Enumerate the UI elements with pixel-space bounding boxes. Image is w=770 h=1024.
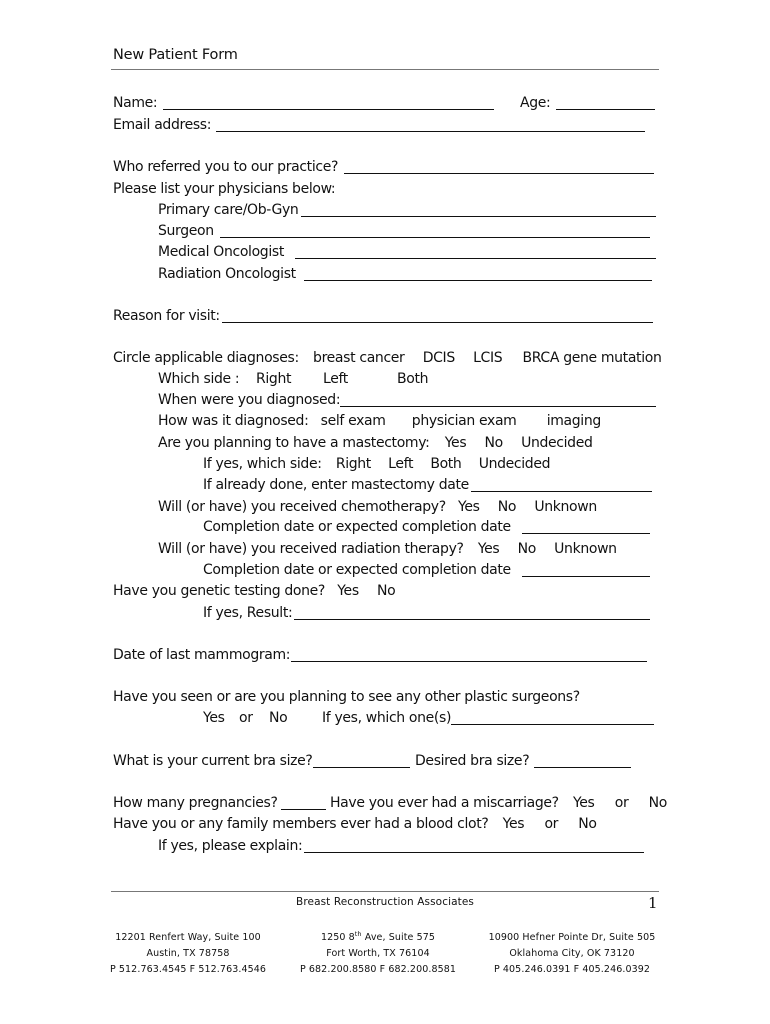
practice-name: Breast Reconstruction Associates bbox=[296, 896, 474, 908]
genetic-option-yes[interactable]: Yes bbox=[337, 583, 359, 599]
chemo-date-field[interactable] bbox=[522, 533, 650, 534]
medical-oncologist-field[interactable] bbox=[295, 258, 656, 259]
name-label: Name: bbox=[113, 95, 158, 111]
chemo-row bbox=[158, 498, 597, 516]
how-option-imaging[interactable]: imaging bbox=[546, 413, 601, 429]
radiation-oncologist-label: Radiation Oncologist bbox=[158, 266, 296, 282]
bra-current-label: What is your current bra size? bbox=[113, 753, 313, 769]
diagnosis-option-lcis[interactable]: LCIS bbox=[473, 350, 503, 366]
radiation-option-unknown[interactable]: Unknown bbox=[554, 541, 617, 557]
bra-current-field[interactable] bbox=[313, 767, 410, 768]
mastectomy-side-label: If yes, which side: bbox=[203, 456, 322, 472]
blood-clot-option-no[interactable]: No bbox=[578, 816, 597, 832]
when-diagnosed-field[interactable] bbox=[340, 406, 656, 407]
radiation-label: Will (or have) you received radiation therapy? bbox=[158, 541, 464, 557]
diagnoses-label: Circle applicable diagnoses: bbox=[113, 350, 299, 366]
genetic-row bbox=[113, 582, 395, 600]
mammogram-field[interactable] bbox=[291, 661, 647, 662]
miscarriage-row bbox=[330, 794, 667, 812]
mastectomy-side-left[interactable]: Left bbox=[388, 456, 414, 472]
page-number: 1 bbox=[648, 894, 658, 912]
side-option-both[interactable]: Both bbox=[397, 371, 429, 387]
mastectomy-label: Are you planning to have a mastectomy: bbox=[158, 435, 430, 451]
mastectomy-option-yes[interactable]: Yes bbox=[444, 435, 467, 451]
bra-desired-label: Desired bra size? bbox=[415, 753, 530, 769]
plastic-option-yes[interactable]: Yes bbox=[203, 710, 225, 726]
office-street: 10900 Hefner Pointe Dr, Suite 505 bbox=[488, 932, 656, 943]
radiation-option-yes[interactable]: Yes bbox=[477, 541, 500, 557]
genetic-result-label: If yes, Result: bbox=[203, 605, 293, 621]
office-city: Austin, TX 78758 bbox=[146, 948, 230, 959]
genetic-option-no[interactable]: No bbox=[377, 583, 396, 599]
genetic-label: Have you genetic testing done? bbox=[113, 583, 325, 599]
mastectomy-option-no[interactable]: No bbox=[484, 435, 503, 451]
diagnosis-option-dcis[interactable]: DCIS bbox=[422, 350, 455, 366]
reason-label: Reason for visit: bbox=[113, 308, 220, 324]
mastectomy-side-undecided[interactable]: Undecided bbox=[478, 456, 551, 472]
mastectomy-date-label: If already done, enter mastectomy date bbox=[203, 477, 469, 493]
chemo-option-unknown[interactable]: Unknown bbox=[534, 499, 597, 515]
office-street: 12201 Renfert Way, Suite 100 bbox=[115, 932, 261, 943]
office-fort-worth bbox=[298, 930, 458, 978]
email-label: Email address: bbox=[113, 117, 212, 133]
physicians-label: Please list your physicians below: bbox=[113, 181, 336, 197]
miscarriage-label: Have you ever had a miscarriage? bbox=[330, 795, 559, 811]
referred-label: Who referred you to our practice? bbox=[113, 159, 339, 175]
mammogram-label: Date of last mammogram: bbox=[113, 647, 291, 663]
chemo-option-no[interactable]: No bbox=[497, 499, 517, 515]
side-option-right[interactable]: Right bbox=[256, 371, 292, 387]
diagnosis-option-brca[interactable]: BRCA gene mutation bbox=[522, 350, 662, 366]
pregnancies-field[interactable] bbox=[281, 809, 326, 810]
side-option-left[interactable]: Left bbox=[323, 371, 348, 387]
office-city: Fort Worth, TX 76104 bbox=[326, 948, 430, 959]
footer-divider bbox=[111, 891, 659, 892]
referred-field[interactable] bbox=[344, 173, 654, 174]
office-phones: P 682.200.8580 F 682.200.8581 bbox=[299, 964, 457, 975]
age-label: Age: bbox=[520, 95, 551, 111]
miscarriage-option-or: or bbox=[614, 795, 629, 811]
mastectomy-date-field[interactable] bbox=[471, 491, 652, 492]
office-oklahoma-city bbox=[484, 930, 660, 978]
primary-care-label: Primary care/Ob-Gyn bbox=[158, 202, 299, 218]
radiation-option-no[interactable]: No bbox=[517, 541, 536, 557]
mastectomy-row bbox=[158, 434, 593, 452]
title-divider bbox=[111, 69, 659, 70]
miscarriage-option-yes[interactable]: Yes bbox=[572, 795, 595, 811]
radiation-date-field[interactable] bbox=[522, 576, 650, 577]
form-title: New Patient Form bbox=[113, 47, 238, 63]
medical-oncologist-label: Medical Oncologist bbox=[158, 244, 284, 260]
office-street: 1250 8th Ave, Suite 575 bbox=[320, 929, 436, 943]
chemo-option-yes[interactable]: Yes bbox=[458, 499, 480, 515]
explain-field[interactable] bbox=[304, 852, 644, 853]
email-field[interactable] bbox=[216, 131, 645, 132]
blood-clot-row bbox=[113, 815, 597, 833]
office-city: Oklahoma City, OK 73120 bbox=[509, 948, 635, 959]
blood-clot-label: Have you or any family members ever had a blood clot? bbox=[113, 816, 489, 832]
chemo-label: Will (or have) you received chemotherapy? bbox=[158, 499, 446, 515]
radiation-date-label: Completion date or expected completion date bbox=[203, 562, 511, 578]
age-field[interactable] bbox=[556, 109, 655, 110]
reason-field[interactable] bbox=[222, 322, 653, 323]
plastic-option-no[interactable]: No bbox=[269, 710, 288, 726]
mastectomy-side-both[interactable]: Both bbox=[430, 456, 462, 472]
miscarriage-option-no[interactable]: No bbox=[648, 795, 667, 811]
surgeon-field[interactable] bbox=[220, 237, 650, 238]
blood-clot-option-yes[interactable]: Yes bbox=[502, 816, 525, 832]
office-austin bbox=[108, 930, 268, 978]
plastic-which-field[interactable] bbox=[451, 724, 654, 725]
how-option-physician-exam[interactable]: physician exam bbox=[411, 413, 517, 429]
mastectomy-option-undecided[interactable]: Undecided bbox=[521, 435, 593, 451]
radiation-oncologist-field[interactable] bbox=[304, 280, 652, 281]
mastectomy-side-right[interactable]: Right bbox=[335, 456, 371, 472]
how-diagnosed-row bbox=[158, 412, 601, 430]
explain-label: If yes, please explain: bbox=[158, 838, 303, 854]
radiation-row bbox=[158, 540, 617, 558]
when-diagnosed-label: When were you diagnosed: bbox=[158, 392, 341, 408]
how-option-self-exam[interactable]: self exam bbox=[320, 413, 386, 429]
surgeon-label: Surgeon bbox=[158, 223, 214, 239]
office-phones: P 405.246.0391 F 405.246.0392 bbox=[493, 964, 651, 975]
primary-care-field[interactable] bbox=[301, 216, 656, 217]
bra-desired-field[interactable] bbox=[534, 767, 631, 768]
chemo-date-label: Completion date or expected completion date bbox=[203, 519, 511, 535]
office-phones: P 512.763.4545 F 512.763.4546 bbox=[109, 964, 267, 975]
diagnoses-row bbox=[113, 349, 661, 367]
which-side-label: Which side : bbox=[158, 371, 240, 387]
plastic-surgeons-label: Have you seen or are you planning to see any other plastic surgeons? bbox=[113, 689, 580, 705]
diagnosis-option-breast-cancer[interactable]: breast cancer bbox=[313, 350, 405, 366]
how-diagnosed-label: How was it diagnosed: bbox=[158, 413, 309, 429]
plastic-option-or: or bbox=[239, 710, 253, 726]
pregnancies-label: How many pregnancies? bbox=[113, 795, 278, 811]
genetic-result-field[interactable] bbox=[294, 619, 650, 620]
name-field[interactable] bbox=[163, 109, 494, 110]
plastic-which-label: If yes, which one(s) bbox=[322, 710, 452, 726]
mastectomy-side-row bbox=[203, 455, 550, 473]
blood-clot-option-or: or bbox=[544, 816, 559, 832]
